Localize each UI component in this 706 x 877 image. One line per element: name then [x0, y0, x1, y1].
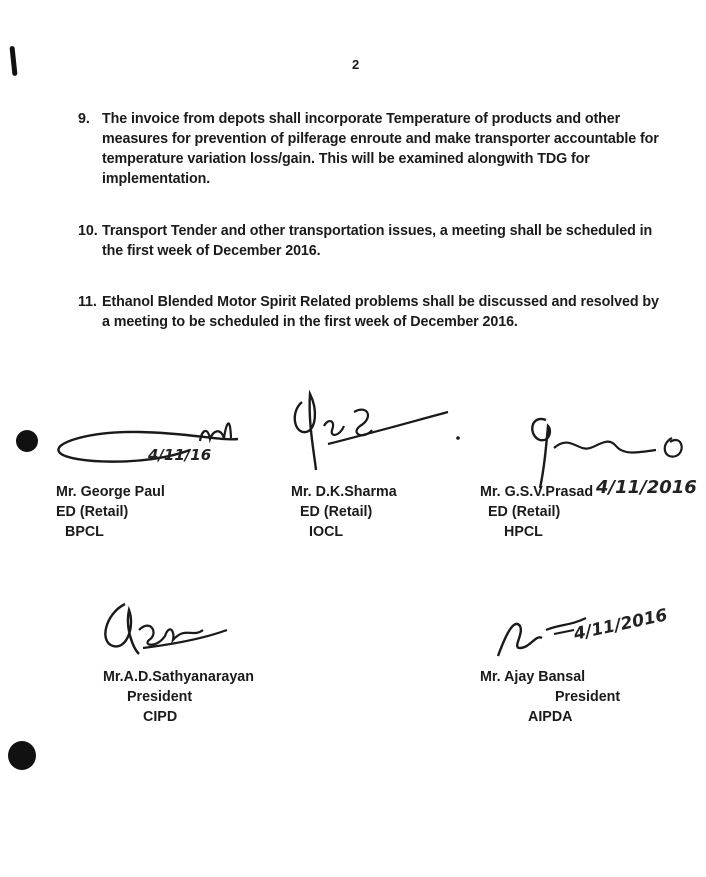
signatory-block-gsv-prasad	[480, 482, 593, 542]
signatory-block-ajay-bansal	[480, 667, 620, 727]
signatory-block-george-paul	[56, 482, 165, 542]
signatory-title: ED (Retail)	[488, 504, 561, 520]
signatory-org: AIPDA	[528, 709, 573, 725]
signatory-block-ad-sathyanarayan	[103, 667, 254, 727]
page-number: 2	[352, 57, 360, 72]
signature-icon	[95, 596, 255, 666]
signatory-org: BPCL	[65, 524, 104, 540]
signatory-name: Mr. G.S.V.Prasad	[480, 484, 594, 500]
signature-george-paul	[50, 405, 250, 475]
item-text: Transport Tender and other transportation issues, a meeting shall be scheduled in the first week of December 2016.	[102, 223, 653, 259]
signature-icon	[50, 405, 250, 475]
signatory-block-dk-sharma	[291, 482, 397, 542]
punch-hole-mark-top	[16, 430, 38, 452]
punch-hole-mark-bottom	[8, 741, 36, 770]
signatory-title: ED (Retail)	[300, 504, 373, 520]
item-10	[78, 221, 668, 261]
signatory-org: CIPD	[143, 709, 178, 725]
signature-dk-sharma	[288, 382, 468, 472]
signatory-name: Mr. D.K.Sharma	[291, 484, 397, 500]
item-9	[78, 109, 668, 189]
signatory-title: President	[127, 689, 193, 705]
signatory-org: IOCL	[309, 524, 344, 540]
signature-icon	[288, 382, 468, 472]
item-number: 9.	[78, 111, 90, 127]
signatory-org: HPCL	[504, 524, 543, 540]
item-text: Ethanol Blended Motor Spirit Related problems shall be discussed and resolved by a meeting to be scheduled in the first week of December 2016.	[102, 294, 659, 330]
signature-date: 4/11/2016	[596, 477, 697, 498]
signatory-title: ED (Retail)	[56, 504, 129, 520]
signature-date: 4/11/16	[148, 446, 212, 464]
signatory-name: Mr. George Paul	[56, 484, 165, 500]
signatory-title: President	[555, 689, 621, 705]
scan-mark-top	[9, 46, 17, 76]
item-number: 10.	[78, 223, 98, 239]
signatory-name: Mr. Ajay Bansal	[480, 669, 586, 685]
item-number: 11.	[78, 294, 97, 310]
item-text: The invoice from depots shall incorporate Temperature of products and other measures for prevention of pilferage enroute and make transporter accountable for temperature variation loss/gain. This will be examined alongwith TDG for implementation.	[102, 111, 659, 187]
signatory-name: Mr.A.D.Sathyanarayan	[103, 669, 254, 685]
signature-date: 4/11/2016	[571, 605, 670, 645]
item-11	[78, 292, 668, 332]
signature-ad-sathyanarayan	[95, 596, 255, 666]
